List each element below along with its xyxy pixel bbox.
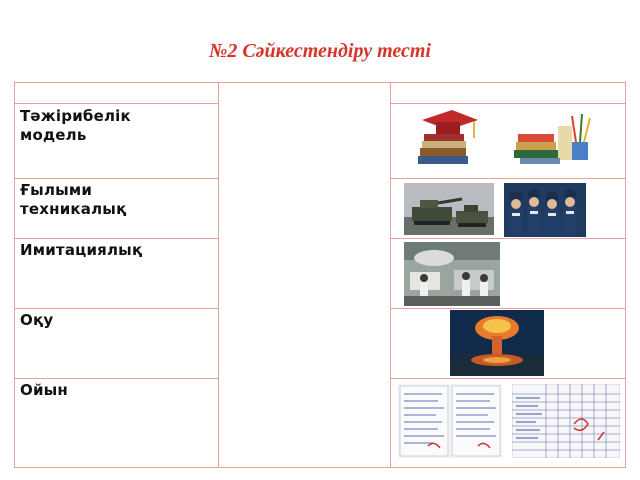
laboratory-image — [404, 242, 500, 306]
table-divider — [14, 238, 218, 239]
row-label-experimental-model: Тәжірибелік модель — [20, 107, 131, 144]
tanks-image — [404, 183, 494, 235]
row-label-simulation: Имитациялық — [20, 241, 143, 259]
table-divider — [14, 178, 218, 179]
table-divider — [390, 82, 391, 468]
table-divider — [390, 238, 626, 239]
books-and-pencils-image — [512, 112, 594, 168]
table-divider — [14, 378, 218, 379]
nuclear-explosion-image — [450, 310, 544, 376]
table-divider — [390, 378, 626, 379]
table-divider — [14, 308, 218, 309]
page-title: №2 Сәйкестендіру тесті — [209, 40, 431, 62]
handwritten-notebook-image — [398, 384, 502, 458]
table-divider — [390, 308, 626, 309]
table-divider — [218, 82, 219, 468]
table-divider — [390, 103, 626, 104]
soldiers-image — [504, 183, 586, 237]
row-label-educational: Оқу — [20, 311, 54, 329]
row-label-game: Ойын — [20, 381, 68, 399]
graduation-cap-books-image — [412, 108, 482, 170]
row-label-scientific-technical: Ғылыми техникалық — [20, 181, 127, 218]
table-divider — [390, 178, 626, 179]
table-divider — [14, 103, 218, 104]
grade-register-image — [512, 384, 620, 458]
